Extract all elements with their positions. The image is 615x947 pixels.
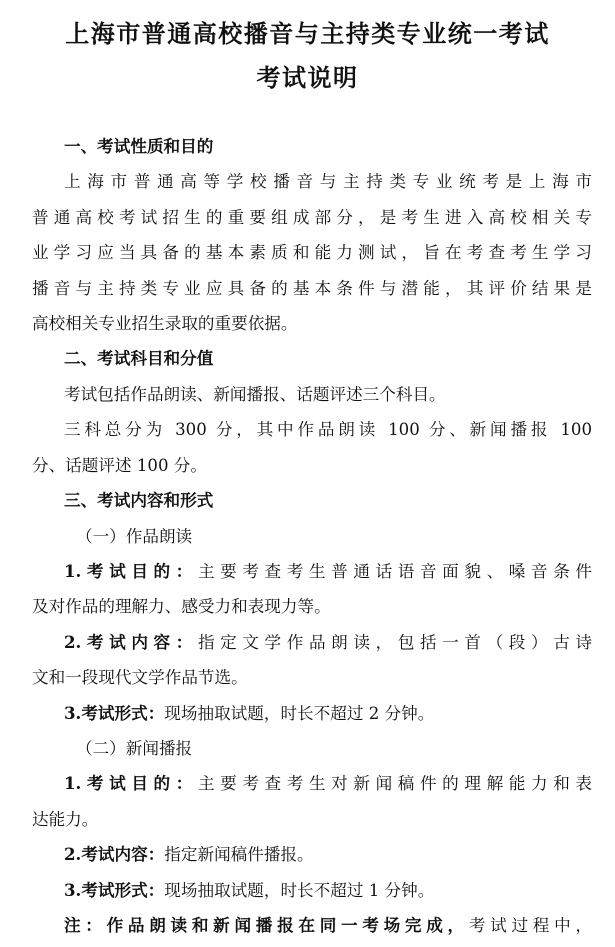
sub1-form-label: 3.考试形式： (64, 703, 165, 723)
sub2-purpose-text: 主要考查考生对新闻稿件的理解能力和表 (197, 774, 592, 793)
sub2-form-line (64, 877, 592, 901)
sub2-content-line (64, 841, 592, 865)
sub1-content-line (64, 629, 592, 653)
section-2-heading: 二、考试科目和分值 (64, 348, 214, 368)
sub1-purpose-line (64, 558, 592, 582)
sub1-content-cont: 文和一段现代文学作品节选。 (32, 668, 248, 687)
sub2-purpose-cont: 达能力。 (32, 810, 99, 829)
section-2-line-3: 分、话题评述 100 分。 (32, 456, 207, 475)
sub2-form-text: 现场抽取试题，时长不超过 1 分钟。 (164, 881, 435, 900)
section-2-line-1: 考试包括作品朗读、新闻播报、话题评述三个科目。 (64, 385, 446, 404)
sub2-form-label: 3.考试形式： (64, 880, 165, 900)
section-1-heading: 一、考试性质和目的 (64, 136, 214, 156)
note-line (64, 912, 592, 936)
sub2-purpose-line (64, 770, 592, 794)
sub1-purpose-cont: 及对作品的理解力、感受力和表现力等。 (32, 597, 331, 616)
sub2-purpose-label: 1.考试目的： (64, 773, 198, 793)
sub2-content-text: 指定新闻稿件播报。 (164, 845, 314, 864)
section-1-line-5: 高校相关专业招生录取的重要依据。 (32, 314, 298, 333)
sub1-purpose-label: 1.考试目的： (64, 561, 198, 581)
sub1-content-label: 2.考试内容： (64, 632, 198, 652)
section-3-heading: 三、考试内容和形式 (64, 490, 214, 510)
sub2-content-label: 2.考试内容： (64, 844, 165, 864)
subsection-1-heading: （一）作品朗读 (76, 527, 193, 546)
subsection-2-heading: （二）新闻播报 (76, 739, 193, 758)
document-title: 上海市普通高校播音与主持类专业统一考试 (65, 19, 550, 48)
document-subtitle: 考试说明 (256, 63, 359, 92)
section-2-line-2: 三科总分为 300 分，其中作品朗读 100 分、新闻播报 100 (64, 420, 592, 439)
sub1-purpose-text: 主要考查考生普通话语音面貌、嗓音条件 (197, 562, 592, 581)
sub1-content-text: 指定文学作品朗读，包括一首（段）古诗 (197, 633, 592, 652)
sub1-form-text: 现场抽取试题，时长不超过 2 分钟。 (164, 704, 435, 723)
section-1-line-3: 业学习应当具备的基本素质和能力测试，旨在考查考生学习 (32, 243, 592, 262)
note-text: 考试过程中， (468, 916, 593, 935)
section-1-line-1: 上海市普通高等学校播音与主持类专业统考是上海市 (64, 172, 592, 191)
sub1-form-line (64, 700, 592, 724)
section-1-line-4: 播音与主持类专业应具备的基本条件与潜能，其评价结果是 (32, 279, 592, 298)
section-1-line-2: 普通高校考试招生的重要组成部分，是考生进入高校相关专 (32, 208, 592, 227)
note-label: 注：作品朗读和新闻播报在同一考场完成， (64, 915, 469, 935)
